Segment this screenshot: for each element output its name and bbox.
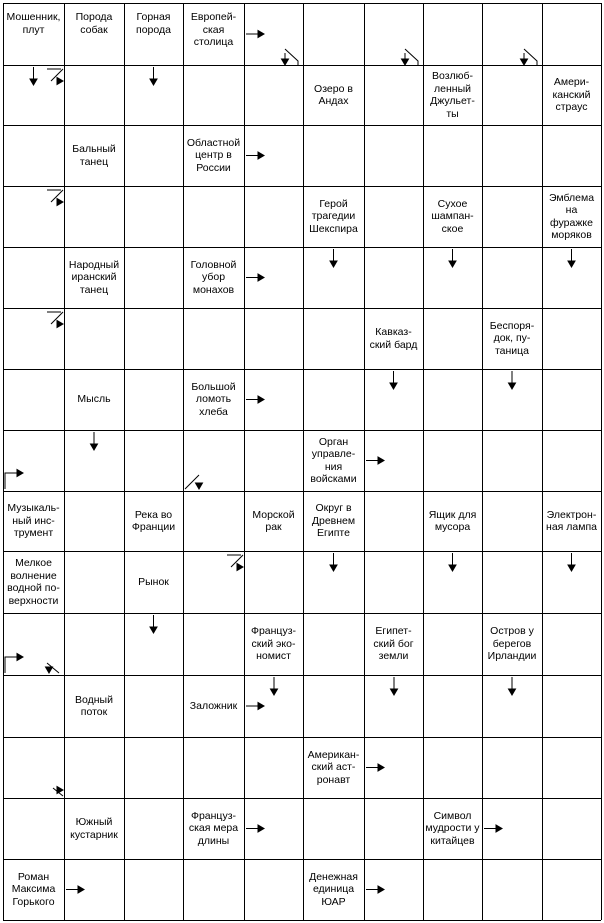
- clue-text: Большой ломоть хлеба: [191, 380, 236, 418]
- answer-cell[interactable]: [482, 675, 542, 737]
- clue-cell: [183, 798, 244, 859]
- answer-cell[interactable]: [482, 551, 542, 613]
- answer-cell[interactable]: [482, 798, 542, 859]
- clue-cell: [3, 491, 64, 551]
- clue-cell: [3, 3, 64, 65]
- answer-cell[interactable]: [542, 247, 601, 308]
- clue-text: Кавказ-ский бард: [369, 326, 418, 351]
- answer-cell[interactable]: [124, 65, 183, 125]
- answer-cell[interactable]: [303, 247, 364, 308]
- answer-cell[interactable]: [423, 3, 482, 65]
- answer-cell[interactable]: [364, 491, 423, 551]
- clue-text: Южный кустарник: [70, 816, 118, 841]
- answer-cell[interactable]: [124, 737, 183, 798]
- answer-cell[interactable]: [364, 675, 423, 737]
- clue-text: Бальный танец: [72, 143, 116, 168]
- answer-cell[interactable]: [64, 551, 124, 613]
- answer-cell[interactable]: [183, 308, 244, 369]
- answer-cell[interactable]: [124, 430, 183, 491]
- clue-cell: [482, 613, 542, 675]
- clue-text: Беспоря-док, пу-таница: [489, 319, 535, 357]
- clue-cell: [303, 65, 364, 125]
- answer-cell[interactable]: [124, 613, 183, 675]
- answer-cell[interactable]: [364, 3, 423, 65]
- clue-text: Мошенник, плут: [6, 11, 61, 36]
- clue-text: Мелкое волнение водной по-верхности: [7, 557, 60, 607]
- answer-cell[interactable]: [423, 613, 482, 675]
- answer-cell[interactable]: [64, 859, 124, 920]
- clue-text: Головной убор монахов: [190, 258, 237, 296]
- clue-cell: [124, 551, 183, 613]
- clue-text: Француз-ский эко-номист: [250, 625, 297, 663]
- answer-cell[interactable]: [542, 675, 601, 737]
- clue-text: Озеро в Андах: [314, 82, 353, 107]
- answer-cell[interactable]: [423, 859, 482, 920]
- answer-cell[interactable]: [3, 737, 64, 798]
- answer-cell[interactable]: [364, 125, 423, 186]
- answer-cell[interactable]: [364, 186, 423, 247]
- answer-cell[interactable]: [3, 430, 64, 491]
- answer-cell[interactable]: [482, 247, 542, 308]
- clue-cell: [542, 65, 601, 125]
- clue-cell: [423, 186, 482, 247]
- answer-cell[interactable]: [364, 369, 423, 430]
- answer-cell[interactable]: [542, 859, 601, 920]
- answer-cell[interactable]: [3, 613, 64, 675]
- clue-cell: [244, 613, 303, 675]
- answer-cell[interactable]: [183, 65, 244, 125]
- clue-cell: [303, 491, 364, 551]
- clue-cell: [303, 737, 364, 798]
- answer-cell[interactable]: [542, 798, 601, 859]
- answer-cell[interactable]: [423, 430, 482, 491]
- clue-cell: [542, 186, 601, 247]
- clue-cell: [542, 491, 601, 551]
- answer-cell[interactable]: [183, 737, 244, 798]
- answer-cell[interactable]: [64, 737, 124, 798]
- clue-cell: [303, 859, 364, 920]
- clue-text: Эмблема на фуражке моряков: [548, 191, 595, 241]
- answer-cell[interactable]: [124, 125, 183, 186]
- clue-cell: [303, 186, 364, 247]
- clue-text: Европей-ская столица: [190, 11, 237, 48]
- answer-cell[interactable]: [244, 3, 303, 65]
- answer-cell[interactable]: [303, 613, 364, 675]
- answer-cell[interactable]: [482, 186, 542, 247]
- answer-cell[interactable]: [364, 859, 423, 920]
- answer-cell[interactable]: [183, 613, 244, 675]
- answer-cell[interactable]: [244, 308, 303, 369]
- answer-cell[interactable]: [482, 369, 542, 430]
- answer-cell[interactable]: [3, 798, 64, 859]
- answer-cell[interactable]: [423, 369, 482, 430]
- answer-cell[interactable]: [3, 247, 64, 308]
- answer-cell[interactable]: [364, 737, 423, 798]
- answer-cell[interactable]: [482, 430, 542, 491]
- answer-cell[interactable]: [183, 186, 244, 247]
- clue-text: Сухое шампан-ское: [431, 197, 474, 235]
- clue-text: Орган управле-ния войсками: [310, 435, 357, 485]
- clue-text: Роман Максима Горького: [11, 870, 56, 908]
- clue-text: Амери-канский страус: [552, 76, 591, 114]
- answer-cell[interactable]: [542, 308, 601, 369]
- answer-cell[interactable]: [364, 430, 423, 491]
- answer-cell[interactable]: [364, 247, 423, 308]
- clue-text: Морской рак: [252, 508, 295, 533]
- clue-text: Американ-ский аст-ронавт: [307, 748, 360, 786]
- clue-text: Заложник: [189, 699, 238, 712]
- clue-cell: [183, 247, 244, 308]
- clue-cell: [244, 491, 303, 551]
- clue-text: Денежная единица ЮАР: [309, 870, 358, 908]
- answer-cell[interactable]: [542, 125, 601, 186]
- answer-cell[interactable]: [124, 308, 183, 369]
- clue-text: Возлюб-ленный Джульет-ты: [430, 70, 475, 120]
- clue-cell: [482, 308, 542, 369]
- answer-cell[interactable]: [364, 551, 423, 613]
- clue-cell: [3, 859, 64, 920]
- clue-text: Горная порода: [136, 11, 171, 36]
- clue-text: Округ в Древнем Египте: [311, 502, 356, 540]
- clue-cell: [183, 125, 244, 186]
- answer-cell[interactable]: [124, 369, 183, 430]
- answer-cell[interactable]: [124, 859, 183, 920]
- clue-cell: [124, 3, 183, 65]
- answer-cell[interactable]: [64, 613, 124, 675]
- answer-cell[interactable]: [482, 3, 542, 65]
- clue-cell: [423, 798, 482, 859]
- answer-cell[interactable]: [542, 613, 601, 675]
- answer-cell[interactable]: [364, 798, 423, 859]
- answer-cell[interactable]: [482, 737, 542, 798]
- clue-cell: [183, 675, 244, 737]
- answer-cell[interactable]: [3, 125, 64, 186]
- answer-cell[interactable]: [124, 247, 183, 308]
- answer-cell[interactable]: [423, 551, 482, 613]
- answer-cell[interactable]: [303, 675, 364, 737]
- clue-cell: [303, 430, 364, 491]
- answer-cell[interactable]: [124, 675, 183, 737]
- answer-cell[interactable]: [183, 491, 244, 551]
- clue-text: Остров у берегов Ирландии: [487, 625, 537, 663]
- clue-cell: [64, 369, 124, 430]
- clue-text: Мысль: [77, 393, 111, 406]
- clue-cell: [64, 798, 124, 859]
- answer-cell[interactable]: [183, 551, 244, 613]
- answer-cell[interactable]: [124, 798, 183, 859]
- clue-cell: [423, 491, 482, 551]
- clue-text: Герой трагедии Шекспира: [309, 197, 358, 235]
- clue-cell: [423, 65, 482, 125]
- answer-cell[interactable]: [64, 491, 124, 551]
- answer-cell[interactable]: [542, 430, 601, 491]
- answer-cell[interactable]: [482, 859, 542, 920]
- clue-text: Водный поток: [75, 693, 113, 718]
- clue-text: Электрон-ная лампа: [546, 508, 597, 533]
- clue-text: Река во Франции: [131, 508, 176, 533]
- clue-text: Египет-ский бог земли: [373, 625, 414, 663]
- clue-cell: [64, 3, 124, 65]
- answer-cell[interactable]: [64, 65, 124, 125]
- answer-cell[interactable]: [303, 308, 364, 369]
- clue-text: Народный иранский танец: [68, 258, 120, 296]
- answer-cell[interactable]: [64, 186, 124, 247]
- answer-cell[interactable]: [542, 369, 601, 430]
- answer-cell[interactable]: [183, 859, 244, 920]
- clue-cell: [183, 3, 244, 65]
- clue-text: Символ мудрости у китайцев: [425, 809, 480, 847]
- answer-cell[interactable]: [64, 308, 124, 369]
- clue-text: Рынок: [138, 575, 169, 588]
- answer-cell[interactable]: [244, 859, 303, 920]
- answer-cell[interactable]: [244, 798, 303, 859]
- clue-text: Областной центр в России: [186, 136, 241, 174]
- answer-cell[interactable]: [244, 369, 303, 430]
- clue-cell: [364, 613, 423, 675]
- clue-text: Музыкаль-ный инс-трумент: [7, 502, 60, 540]
- answer-cell[interactable]: [423, 675, 482, 737]
- clue-cell: [183, 369, 244, 430]
- answer-cell[interactable]: [3, 308, 64, 369]
- answer-cell[interactable]: [364, 65, 423, 125]
- answer-cell[interactable]: [244, 551, 303, 613]
- answer-cell[interactable]: [244, 65, 303, 125]
- answer-cell[interactable]: [124, 186, 183, 247]
- answer-cell[interactable]: [423, 247, 482, 308]
- answer-cell[interactable]: [542, 3, 601, 65]
- answer-cell[interactable]: [482, 125, 542, 186]
- clue-text: Порода собак: [75, 11, 113, 36]
- answer-cell[interactable]: [542, 551, 601, 613]
- answer-cell[interactable]: [244, 430, 303, 491]
- answer-cell[interactable]: [183, 430, 244, 491]
- answer-cell[interactable]: [303, 551, 364, 613]
- clue-cell: [124, 491, 183, 551]
- clue-cell: [64, 247, 124, 308]
- answer-cell[interactable]: [3, 675, 64, 737]
- answer-cell[interactable]: [3, 369, 64, 430]
- answer-cell[interactable]: [3, 186, 64, 247]
- clue-cell: [64, 125, 124, 186]
- answer-cell[interactable]: [303, 125, 364, 186]
- answer-cell[interactable]: [244, 186, 303, 247]
- answer-cell[interactable]: [3, 65, 64, 125]
- answer-cell[interactable]: [244, 675, 303, 737]
- answer-cell[interactable]: [244, 125, 303, 186]
- answer-cell[interactable]: [423, 737, 482, 798]
- clue-text: Француз-ская мера длины: [188, 809, 239, 847]
- answer-cell[interactable]: [303, 798, 364, 859]
- answer-cell[interactable]: [64, 430, 124, 491]
- answer-cell[interactable]: [482, 65, 542, 125]
- answer-cell[interactable]: [423, 125, 482, 186]
- clue-text: Ящик для мусора: [428, 508, 477, 533]
- clue-cell: [64, 675, 124, 737]
- clue-cell: [364, 308, 423, 369]
- clue-cell: [3, 551, 64, 613]
- answer-cell[interactable]: [482, 491, 542, 551]
- answer-cell[interactable]: [303, 369, 364, 430]
- answer-cell[interactable]: [423, 308, 482, 369]
- answer-cell[interactable]: [542, 737, 601, 798]
- answer-cell[interactable]: [244, 247, 303, 308]
- answer-cell[interactable]: [244, 737, 303, 798]
- answer-cell[interactable]: [303, 3, 364, 65]
